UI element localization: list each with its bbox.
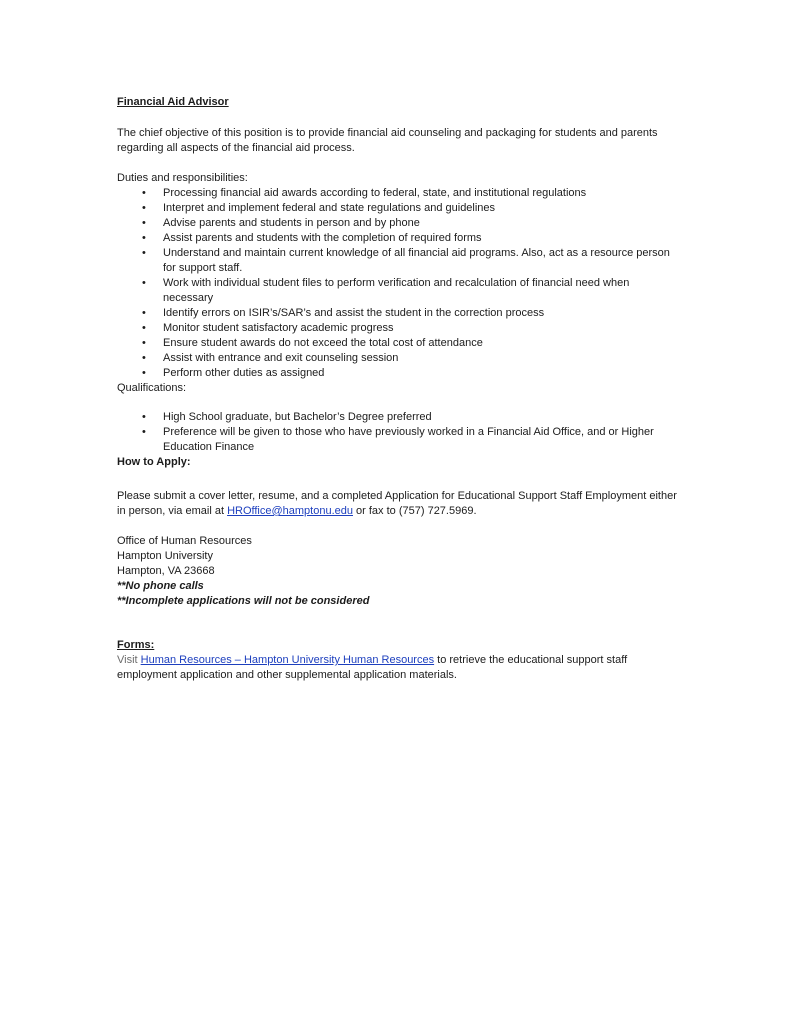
note-no-phone-calls: **No phone calls bbox=[117, 580, 204, 592]
hr-website-link[interactable]: Human Resources – Hampton University Human Resources bbox=[140, 654, 435, 666]
how-to-apply-heading: How to Apply: bbox=[117, 456, 191, 468]
address-line: Hampton University bbox=[117, 550, 213, 562]
duty-item: • Advise parents and students in person and by phone bbox=[163, 216, 677, 231]
duty-item: • Identify errors on ISIR’s/SAR’s and assist the student in the correction process bbox=[163, 306, 677, 321]
address-line: Hampton, VA 23668 bbox=[117, 565, 215, 577]
apply-text-before: Please submit a cover letter, resume, and a completed Application for Educational Support Staff Employment either in person, via email at bbox=[117, 490, 677, 517]
duties-list bbox=[117, 186, 677, 381]
apply-paragraph bbox=[117, 489, 677, 519]
job-title: Financial Aid Advisor bbox=[117, 96, 229, 108]
qualifications-heading: Qualifications: bbox=[117, 382, 187, 394]
duty-item: • Interpret and implement federal and state regulations and guidelines bbox=[163, 201, 677, 216]
duty-item: • Processing financial aid awards according to federal, state, and institutional regulations bbox=[163, 186, 677, 201]
duties-heading: Duties and responsibilities: bbox=[117, 172, 248, 184]
duty-item: • Monitor student satisfactory academic progress bbox=[163, 321, 677, 336]
qualification-item: • High School graduate, but Bachelor’s Degree preferred bbox=[163, 410, 677, 425]
intro-paragraph: The chief objective of this position is to provide financial aid counseling and packaging for students and parents regarding all aspects of the financial aid process. bbox=[117, 127, 658, 154]
duty-item: • Perform other duties as assigned bbox=[163, 366, 677, 381]
address-line: Office of Human Resources bbox=[117, 535, 252, 547]
qualifications-list bbox=[117, 410, 677, 455]
address-block bbox=[117, 534, 677, 609]
forms-text-after: to retrieve the educational support staff employment application and other supplemental application materials. bbox=[117, 654, 628, 681]
visit-label: Visit bbox=[117, 654, 141, 666]
qualification-item: • Preference will be given to those who have previously worked in a Financial Aid Office, and or Higher Education Finance bbox=[163, 425, 677, 455]
duty-item: • Ensure student awards do not exceed the total cost of attendance bbox=[163, 336, 677, 351]
duty-item: • Assist with entrance and exit counseling session bbox=[163, 351, 677, 366]
duty-item: • Assist parents and students with the completion of required forms bbox=[163, 231, 677, 246]
note-incomplete-applications: **Incomplete applications will not be considered bbox=[117, 595, 370, 607]
duty-item: • Work with individual student files to perform verification and recalculation of financial need when necessary bbox=[163, 276, 677, 306]
email-link[interactable]: HROffice@hamptonu.edu bbox=[227, 505, 353, 517]
duty-item: • Understand and maintain current knowledge of all financial aid programs. Also, act as a resource person for support staff. bbox=[163, 246, 677, 276]
forms-paragraph bbox=[117, 653, 677, 683]
forms-heading: Forms: bbox=[117, 639, 155, 651]
apply-text-after: or fax to (757) 727.5969. bbox=[352, 505, 477, 517]
